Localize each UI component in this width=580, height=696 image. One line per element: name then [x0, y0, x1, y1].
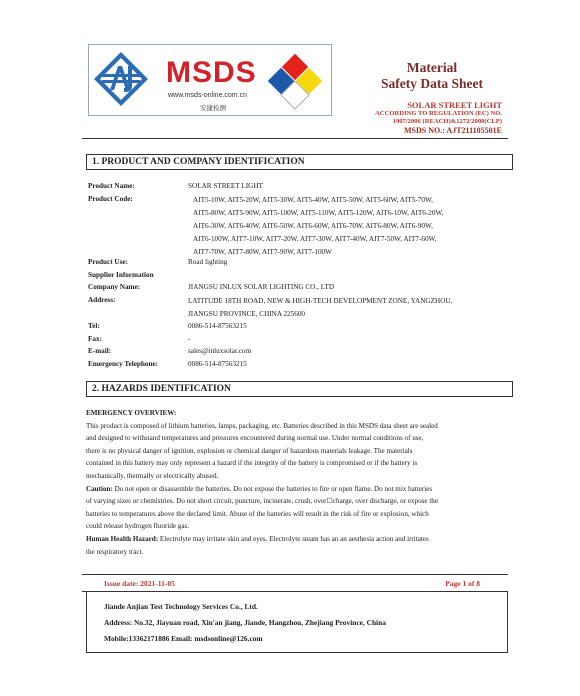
page-number: Page 1 of 8 — [445, 579, 480, 588]
logo-chinese-text: 安捷检测 — [200, 104, 226, 112]
footer-address: Address: No.32, Jiayuan road, Xin'an jiang, Jiande, Hangzhou, Zhejiang Province, China — [104, 618, 386, 627]
address-line: JIANGSU PROVINCE, CHINA 225600 — [188, 310, 306, 318]
nfpa-diamond-icon — [266, 52, 324, 110]
footer-contact: Mobile:13362171886 Email: msdsonline@126.com — [104, 634, 263, 643]
emergency-phone-value: 0086-514-87563215 — [188, 360, 247, 368]
health-line — [86, 533, 506, 546]
product-code-label: Product Code: — [88, 195, 133, 203]
product-code-line: AIT7-70W, AIT7-80W, AIT7-90W, AIT7-100W — [193, 248, 332, 256]
regulation-line-2: 1907/2006 (REACH)&1272/2008(CLP) — [392, 118, 502, 125]
tel-label: Tel: — [88, 322, 100, 330]
caution-text: Do not open or disassemble the batteries. Do not expose the batteries to fire or open flame. Do not mix batteries — [112, 484, 433, 493]
header-divider — [82, 138, 508, 139]
emergency-overview-label: EMERGENCY OVERVIEW: — [86, 409, 177, 417]
document-title — [362, 60, 502, 92]
fax-value: - — [188, 335, 191, 343]
caution-line — [86, 483, 506, 496]
product-subtitle: SOLAR STREET LIGHT — [407, 100, 502, 110]
company-name-value: JIANGSU INLUX SOLAR LIGHTING CO., LTD — [188, 283, 335, 291]
overview-line: This product is composed of lithium batteries, lamps, packaging, etc. Batteries described in this MSDS data sheet are sealed — [86, 421, 438, 430]
title-line-1: Material — [406, 60, 458, 75]
emergency-phone-label: Emergency Telephone: — [88, 360, 159, 368]
caution-line: could release hydrogen fluoride gas. — [86, 522, 190, 531]
issue-date: Issue date: 2021-11-05 — [104, 579, 175, 588]
section-2-heading: 2. HAZARDS IDENTIFICATION — [86, 381, 513, 397]
website-text: www.msds-online.com.cn — [168, 92, 247, 99]
footer-company: Jiande Anjian Test Technology Services Co., Ltd. — [104, 602, 258, 611]
product-code-line: AIT5-80W, AIT5-90W, AIT5-100W, AIT5-110W, AIT5-120W, AIT6-10W, AIT6-20W, — [193, 209, 444, 217]
fax-label: Fax: — [88, 335, 102, 343]
msds-number: MSDS NO.: AJT211105501E — [403, 126, 502, 135]
product-use-value: Road lighting — [188, 258, 228, 266]
product-code-line: AIT6-30W, AIT6-40W, AIT6-50W, AIT6-60W, AIT6-70W, AIT6-80W, AIT6-90W, — [193, 222, 433, 230]
overview-line: there is no physical danger of ignition, explosion or chemical danger of hazardous materials leakage. The materials — [86, 446, 413, 455]
caution-line: batteries to temperatures above the declared limit. Abuse of the batteries will result in the risk of fire or explosion, which — [86, 509, 429, 518]
title-line-2: Safety Data Sheet — [381, 76, 483, 91]
msds-logo-text: MSDS — [166, 56, 257, 89]
product-name-value: SOLAR STREET LIGHT — [188, 182, 263, 190]
tel-value: 0086-514-87563215 — [188, 322, 247, 330]
product-use-label: Product Use: — [88, 258, 128, 266]
product-name-label: Product Name: — [88, 182, 135, 190]
caution-line: of varying sizes or chemistries. Do not short circuit, puncture, incinerate, crush, over☐charge, over discharge, or expose the — [86, 497, 438, 506]
email-label: E-mail: — [88, 347, 112, 355]
footer-top-rule — [82, 574, 508, 575]
product-code-line: AIT5-10W, AIT5-20W, AIT5-30W, AIT5-40W, AIT5-50W, AIT5-60W, AIT5-70W, — [193, 196, 433, 204]
hazards-body — [86, 407, 506, 558]
health-hazard-label: Human Health Hazard: — [86, 534, 159, 543]
regulation-line-1: ACCORDING TO REGULATION (EC) NO. — [375, 110, 502, 117]
section-1-heading: 1. PRODUCT AND COMPANY IDENTIFICATION — [86, 154, 513, 170]
overview-line: mechanically, thermally or electrically abused. — [86, 471, 219, 480]
product-code-list — [193, 194, 513, 259]
health-line: the respiratory tract. — [86, 547, 144, 556]
product-code-line: AIT6-100W, AIT7-10W, AIT7-20W, AIT7-30W, AIT7-40W, AIT7-50W, AIT7-60W, — [193, 235, 437, 243]
health-hazard-text: Electrolyte may irritate skin and eyes. Electrolyte steam has an an aesthesia action and irritates — [158, 534, 429, 543]
address-value — [188, 295, 518, 321]
email-value: sales@inluxsolar.com — [188, 347, 252, 355]
anjian-logo-icon — [92, 50, 150, 108]
address-label: Address: — [88, 296, 116, 304]
overview-line: and designed to withstand temperatures and pressures encountered during normal use. Under normal conditions of use, — [86, 434, 424, 443]
overview-line: contained in this battery may only represent a hazard if the integrity of the battery is compromised or if the battery is — [86, 459, 418, 468]
supplier-info-label: Supplier Information — [88, 271, 154, 279]
company-name-label: Company Name: — [88, 283, 141, 291]
address-line: LATITUDE 18TH ROAD, NEW & HIGH-TECH DEVELOPMENT ZONE, YANGZHOU, — [188, 297, 453, 305]
caution-label: Caution: — [86, 484, 113, 493]
